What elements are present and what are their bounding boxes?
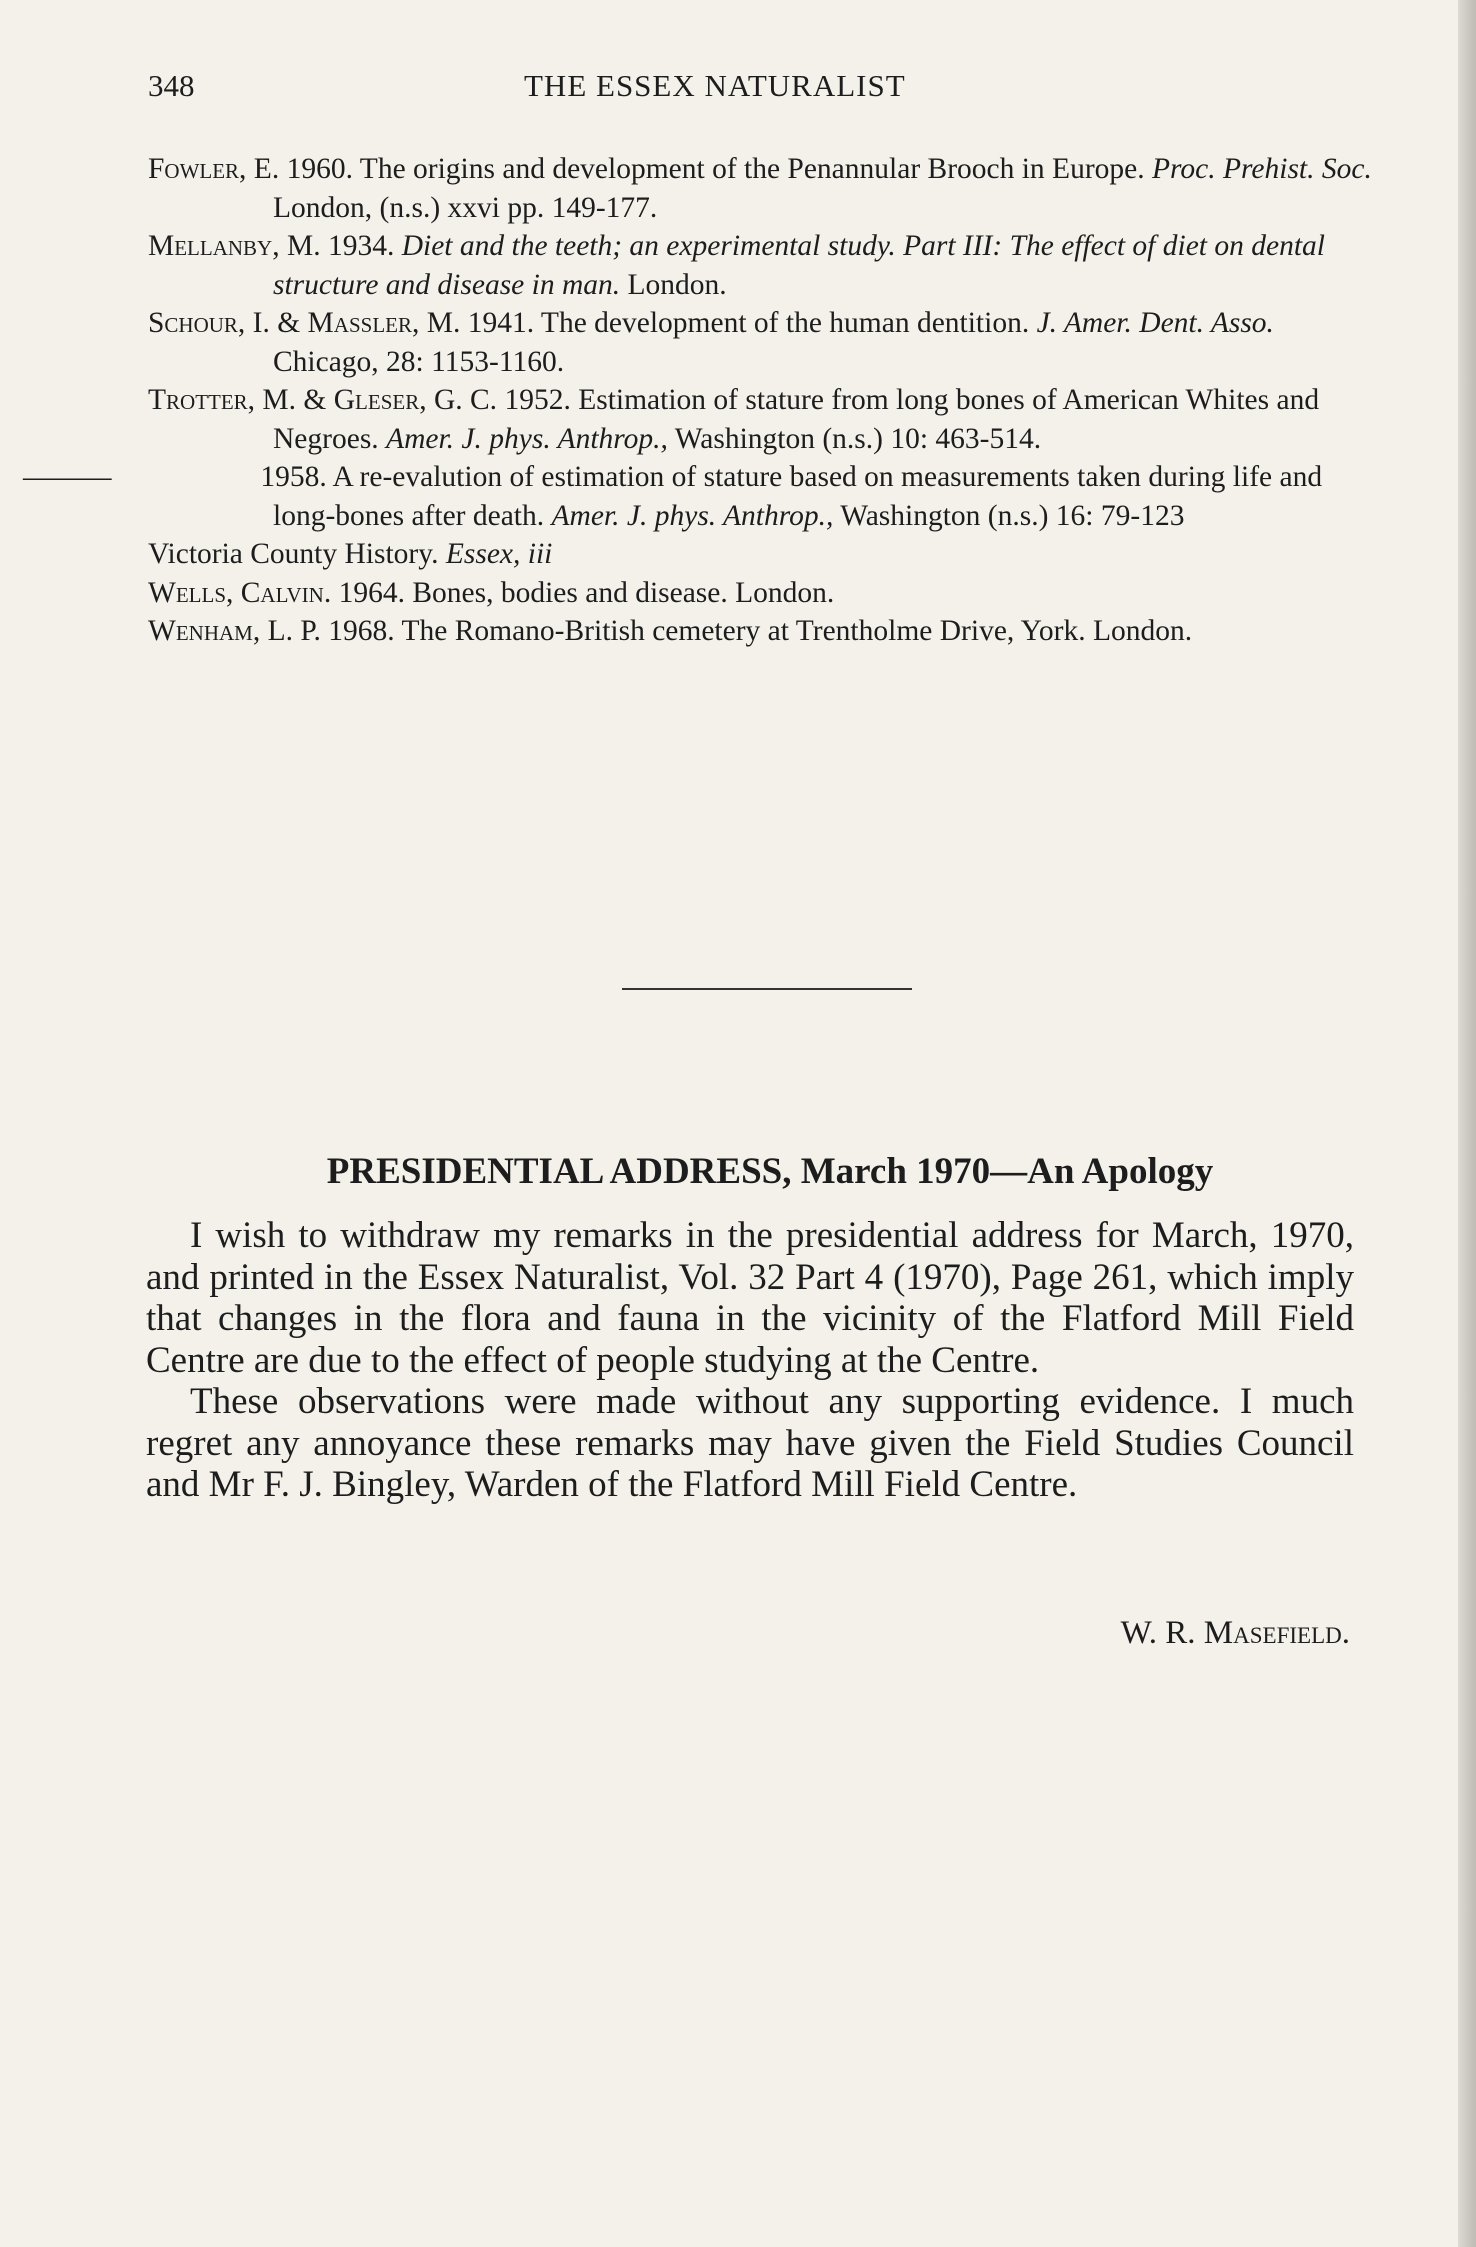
- reference-text: 1964. Bones, bodies and disease. London.: [331, 576, 835, 609]
- section-divider: [622, 988, 912, 990]
- page-number: 348: [148, 68, 195, 103]
- reference-text: 1960. The origins and development of the Penannular Brooch in Europe.: [279, 153, 1152, 185]
- reference-entry: [23, 458, 1378, 535]
- reference-entry: [148, 612, 1378, 651]
- reference-text: 1968. The Romano-British cemetery at Trentholme Drive, York. London.: [320, 615, 1193, 647]
- reference-entry: [148, 381, 1378, 458]
- reference-entry: [148, 574, 1378, 613]
- reference-author: Fowler, E.: [148, 153, 280, 185]
- signature: W. R. Masefield.: [1120, 1615, 1350, 1651]
- address-title: PRESIDENTIAL ADDRESS, March 1970—An Apology: [326, 1151, 1214, 1192]
- reference-text: 1934.: [320, 230, 402, 262]
- reference-entry: [148, 227, 1378, 304]
- reference-author: Mellanby, M.: [148, 230, 321, 262]
- ditto-dash: ———: [23, 461, 112, 493]
- address-body: [146, 1215, 1354, 1506]
- reference-journal: Diet and the teeth; an experimental study. Part III: The effect of diet on dental structure and disease in man.: [273, 230, 1325, 301]
- reference-journal: Essex, iii: [445, 538, 553, 570]
- address-paragraph: I wish to withdraw my remarks in the presidential address for March, 1970, and printed in the Essex Naturalist, Vol. 32 Part 4 (1970), Page 261, which imply that changes in the flora and fauna in the vicinity of the Flatford Mill Field Centre are due to the effect of people studying at the Centre.: [146, 1215, 1354, 1381]
- reference-text: 1941. The development of the human dentition.: [460, 307, 1037, 339]
- reference-tail: Chicago, 28: 1153-1160.: [273, 345, 565, 378]
- running-title: THE ESSEX NATURALIST: [524, 68, 906, 103]
- reference-entry: [148, 535, 1378, 574]
- reference-journal: J. Amer. Dent. Asso.: [1036, 307, 1274, 339]
- reference-journal: Amer. J. phys. Anthrop.,: [551, 499, 834, 532]
- reference-tail: London, (n.s.) xxvi pp. 149-177.: [273, 191, 658, 224]
- reference-tail: London.: [620, 268, 727, 301]
- reference-text: 1952. Estimation of stature from long bones of American Whites and Negroes.: [273, 384, 1320, 455]
- reference-author: Schour, I. & Massler, M.: [148, 307, 461, 339]
- reference-author: Trotter, M. & Gleser, G. C.: [148, 384, 498, 416]
- reference-journal: Proc. Prehist. Soc.: [1152, 153, 1372, 185]
- reference-author: Wells, Calvin.: [148, 576, 332, 609]
- reference-text: Victoria County History.: [148, 538, 446, 570]
- reference-entry: [148, 150, 1378, 227]
- reference-tail: Washington (n.s.) 16: 79-123: [833, 499, 1185, 532]
- reference-list: [23, 150, 1378, 651]
- reference-author: Wenham, L. P.: [148, 615, 321, 647]
- reference-entry: [148, 304, 1378, 381]
- page-edge-shadow: [1458, 0, 1476, 2247]
- reference-tail: Washington (n.s.) 10: 463-514.: [667, 422, 1042, 455]
- reference-text: 1958. A re-evalution of estimation of stature based on measurements taken during life and long-bones after death.: [260, 461, 1323, 532]
- page-header: [148, 68, 1378, 108]
- reference-journal: Amer. J. phys. Anthrop.,: [386, 422, 668, 455]
- address-paragraph: These observations were made without any supporting evidence. I much regret any annoyance these remarks may have given the Field Studies Council and Mr F. J. Bingley, Warden of the Flatford Mill Field Centre.: [146, 1381, 1354, 1505]
